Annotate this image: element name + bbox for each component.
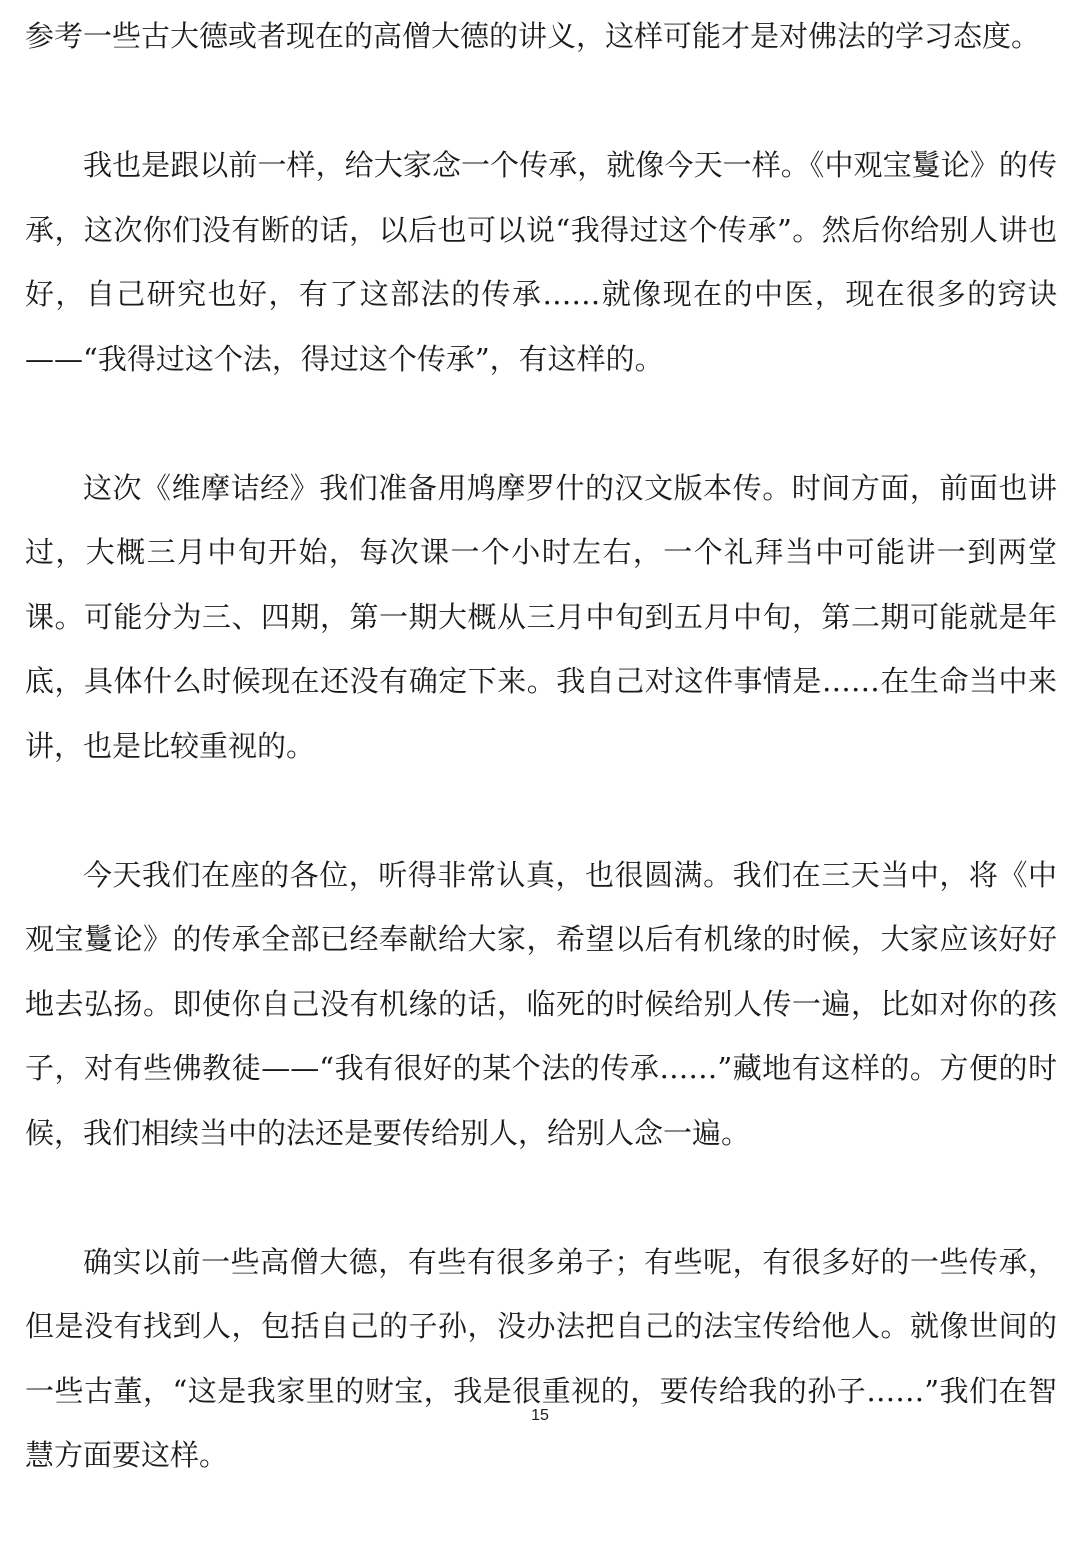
paragraph-passing-on-dharma: 确实以前一些高僧大德，有些有很多弟子；有些呢，有很多好的一些传承，但是没有找到人，包括自己的子孙，没办法把自己的法宝传给他人。就像世间的一些古董，“这是我家里的财宝，我是很重视的，要传给我的孙子……”我们在智慧方面要这样。 — [25, 1244, 1057, 1472]
paragraph-vimalakirti-sutra-plan: 这次《维摩诘经》我们准备用鸠摩罗什的汉文版本传。时间方面，前面也讲过，大概三月中旬开始，每次课一个小时左右，一个礼拜当中可能讲一到两堂课。可能分为三、四期，第一期大概从三月中旬到五月中旬，第二期可能就是年底，具体什么时候现在还没有确定下来。我自己对这件事情是……在生命当中来讲，也是比较重视的。 — [25, 470, 1057, 763]
page-number: 15 — [531, 1407, 549, 1424]
document-body — [25, 4, 1057, 1552]
paragraph-lineage-transmission: 我也是跟以前一样，给大家念一个传承，就像今天一样。《中观宝鬘论》的传承，这次你们没有断的话，以后也可以说“我得过这个传承”。然后你给别人讲也好，自己研究也好，有了这部法的传承……就像现在的中医，现在很多的窍诀——“我得过这个法，得过这个传承”，有这样的。 — [25, 148, 1057, 376]
paragraph-continuation: 参考一些古大德或者现在的高僧大德的讲义，这样可能才是对佛法的学习态度。 — [25, 19, 1041, 53]
paragraph-completion-of-transmission: 今天我们在座的各位，听得非常认真，也很圆满。我们在三天当中，将《中观宝鬘论》的传承全部已经奉献给大家，希望以后有机缘的时候，大家应该好好地去弘扬。即使你自己没有机缘的话，临死的时候给别人传一遍，比如对你的孩子，对有些佛教徒——“我有很好的某个法的传承……”藏地有这样的。方便的时候，我们相续当中的法还是要传给别人，给别人念一遍。 — [25, 857, 1057, 1150]
